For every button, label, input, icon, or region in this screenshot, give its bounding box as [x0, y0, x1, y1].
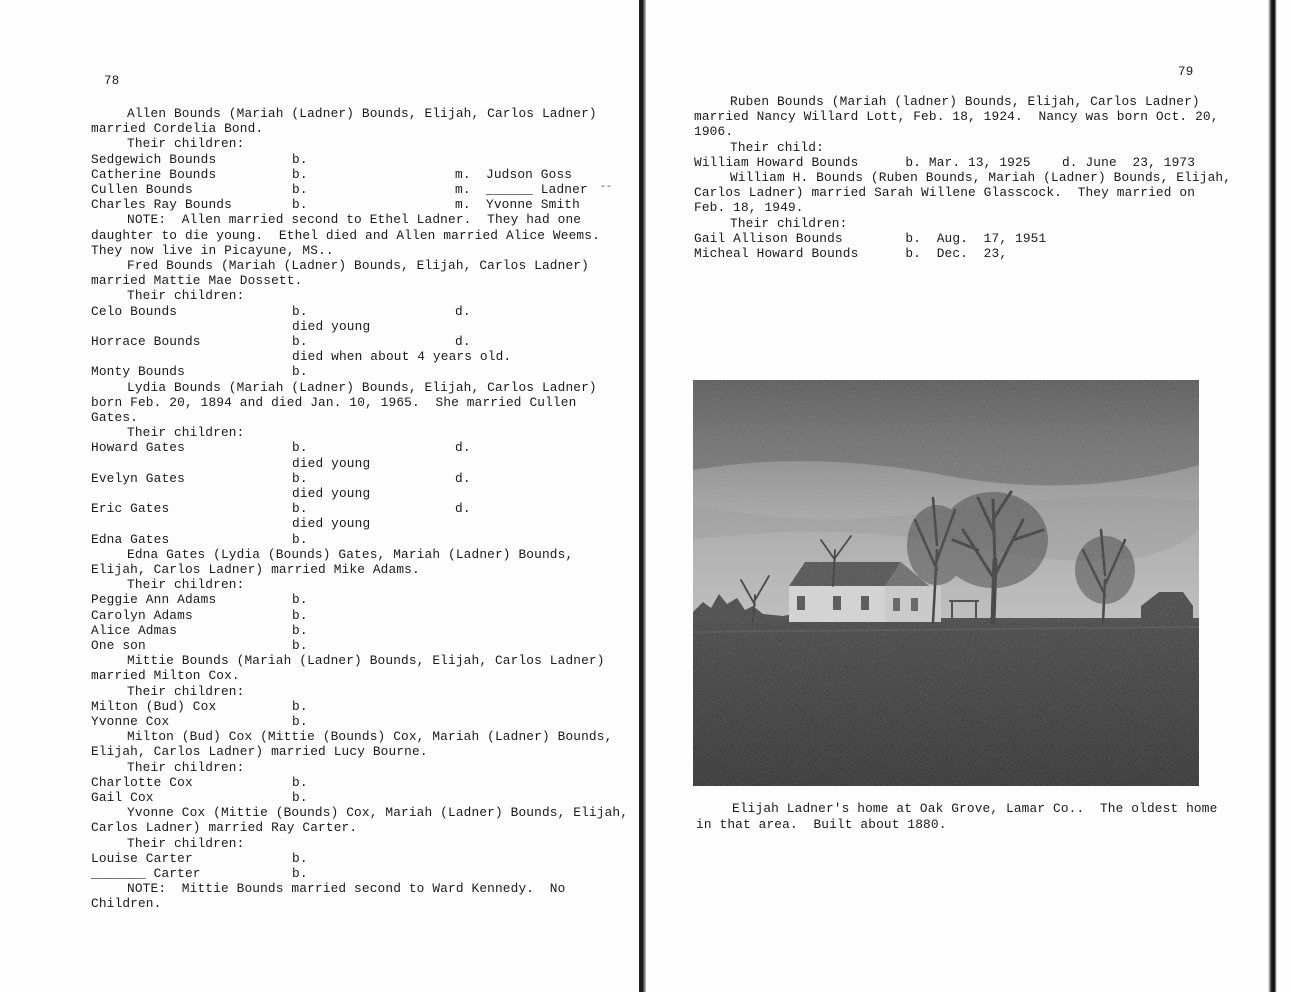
death-or-marriage: d.	[455, 303, 471, 319]
death-or-marriage: d.	[455, 440, 471, 456]
text-line: NOTE: Mittie Bounds married second to Ward Kennedy. No	[127, 881, 566, 897]
right-page-edge	[1268, 0, 1277, 992]
text-line: married Cordelia Bond.	[91, 121, 264, 137]
text-line: Micheal Howard Bounds b. Dec. 23,	[694, 246, 1008, 261]
child-name: Catherine Bounds	[91, 166, 217, 182]
birth-or-note: b.	[292, 866, 308, 881]
birth-or-note: b.	[292, 714, 308, 729]
birth-or-note: b.	[292, 638, 308, 653]
text-line: Allen Bounds (Mariah (Ladner) Bounds, Elijah, Carlos Ladner)	[127, 106, 597, 121]
birth-or-note: b.	[292, 531, 308, 547]
death-or-marriage: m.	[455, 166, 471, 182]
text-line: Carlos Ladner) married Sarah Willene Glasscock. They married on	[694, 185, 1196, 201]
birth-or-note: b.	[292, 698, 308, 714]
stray-mark: --	[600, 182, 613, 193]
text-line: NOTE: Allen married second to Ethel Ladner. They had one	[127, 212, 582, 228]
child-name: Charlotte Cox	[91, 774, 193, 790]
page-number-left: 78	[104, 74, 120, 88]
page-number-right: 79	[1178, 65, 1194, 79]
text-line: Gail Allison Bounds b. Aug. 17, 1951	[694, 230, 1047, 246]
child-name: Cullen Bounds	[91, 182, 193, 197]
text-line: William Howard Bounds b. Mar. 13, 1925 d. June 23, 1973	[694, 154, 1196, 170]
child-name: Monty Bounds	[91, 364, 185, 380]
child-name: Milton (Bud) Cox	[91, 698, 217, 714]
text-line: in that area. Built about 1880.	[696, 817, 947, 832]
child-name: Edna Gates	[91, 531, 170, 547]
text-line: Fred Bounds (Mariah (Ladner) Bounds, Elijah, Carlos Ladner)	[127, 258, 589, 273]
text-line: Yvonne Cox (Mittie (Bounds) Cox, Mariah (Ladner) Bounds, Elijah,	[127, 805, 629, 821]
book-spine	[639, 0, 646, 992]
death-or-marriage: d.	[455, 334, 471, 349]
text-line: married Mattie Mae Dossett.	[91, 273, 303, 289]
birth-or-note: b.	[292, 151, 308, 167]
text-line: Ruben Bounds (Mariah (ladner) Bounds, Elijah, Carlos Ladner)	[730, 94, 1200, 109]
death-or-marriage: d.	[455, 501, 471, 517]
text-line: born Feb. 20, 1894 and died Jan. 10, 1965. She married Cullen	[91, 394, 577, 410]
text-line: Their children:	[127, 425, 245, 441]
birth-or-note: b.	[292, 774, 308, 790]
child-name: Horrace Bounds	[91, 334, 201, 349]
death-or-marriage: d.	[455, 470, 471, 486]
text-line: They now live in Picayune, MS..	[91, 242, 334, 258]
birth-or-note: b.	[292, 470, 308, 486]
text-line: Lydia Bounds (Mariah (Ladner) Bounds, Elijah, Carlos Ladner)	[127, 379, 597, 395]
birth-or-note: died young	[292, 455, 371, 471]
death-or-marriage: m.	[455, 197, 471, 213]
death-or-marriage: m.	[455, 182, 471, 197]
birth-or-note: b.	[292, 622, 308, 638]
birth-or-note: b.	[292, 440, 308, 456]
child-name: Louise Carter	[91, 850, 193, 866]
text-line: Milton (Bud) Cox (Mittie (Bounds) Cox, Mariah (Ladner) Bounds,	[127, 729, 613, 745]
birth-or-note: b.	[292, 850, 308, 866]
text-line: Their children:	[127, 288, 245, 304]
child-name: Howard Gates	[91, 440, 185, 456]
birth-or-note: b.	[292, 592, 308, 608]
child-name: Carolyn Adams	[91, 607, 193, 623]
birth-or-note: died young	[292, 516, 371, 532]
child-name: Sedgewich Bounds	[91, 151, 217, 167]
text-line: daughter to die young. Ethel died and Allen married Alice Weems.	[91, 227, 600, 243]
text-line: Their child:	[730, 139, 824, 155]
text-line: Elijah, Carlos Ladner) married Lucy Bourne.	[91, 744, 428, 760]
birth-or-note: died when about 4 years old.	[292, 349, 512, 365]
birth-or-note: b.	[292, 166, 308, 182]
spouse-name: Judson Goss	[486, 166, 573, 182]
birth-or-note: died young	[292, 318, 371, 334]
text-line: married Milton Cox.	[91, 668, 240, 684]
text-line: Gates.	[91, 410, 138, 425]
child-name: Gail Cox	[91, 790, 154, 805]
text-line: Their children:	[127, 683, 245, 699]
text-line: Their children:	[127, 835, 245, 851]
spouse-name: ______ Ladner	[486, 182, 588, 197]
child-name: Eric Gates	[91, 501, 170, 517]
birth-or-note: b.	[292, 334, 308, 349]
text-line: Their children:	[730, 215, 848, 231]
birth-or-note: b.	[292, 197, 308, 213]
text-line: 1906.	[694, 124, 734, 140]
text-line: Elijah, Carlos Ladner) married Mike Adams.	[91, 562, 420, 577]
birth-or-note: died young	[292, 486, 371, 501]
text-line: Elijah Ladner's home at Oak Grove, Lamar Co.. The oldest home	[732, 801, 1218, 816]
birth-or-note: b.	[292, 364, 308, 380]
birth-or-note: b.	[292, 501, 308, 517]
birth-or-note: b.	[292, 607, 308, 623]
child-name: Peggie Ann Adams	[91, 592, 217, 608]
text-line: Edna Gates (Lydia (Bounds) Gates, Mariah (Ladner) Bounds,	[127, 546, 574, 562]
left-page	[0, 0, 640, 992]
right-page	[600, 0, 1290, 992]
child-name: Alice Admas	[91, 622, 178, 638]
text-line: Their children:	[127, 136, 245, 152]
birth-or-note: b.	[292, 790, 308, 805]
child-name: Charles Ray Bounds	[91, 197, 232, 213]
text-line: Children.	[91, 896, 162, 912]
child-name: _______ Carter	[91, 866, 201, 881]
child-name: One son	[91, 638, 146, 653]
text-line: Their children:	[127, 759, 245, 775]
child-name: Celo Bounds	[91, 303, 178, 319]
house-photograph	[693, 380, 1199, 786]
text-line: Mittie Bounds (Mariah (Ladner) Bounds, Elijah, Carlos Ladner)	[127, 653, 605, 669]
child-name: Evelyn Gates	[91, 470, 185, 486]
text-line: Feb. 18, 1949.	[694, 200, 804, 216]
birth-or-note: b.	[292, 303, 308, 319]
child-name: Yvonne Cox	[91, 714, 170, 729]
text-line: Carlos Ladner) married Ray Carter.	[91, 820, 358, 836]
birth-or-note: b.	[292, 182, 308, 197]
spouse-name: Yvonne Smith	[486, 197, 580, 213]
text-line: William H. Bounds (Ruben Bounds, Mariah (Ladner) Bounds, Elijah,	[730, 170, 1232, 185]
text-line: married Nancy Willard Lott, Feb. 18, 1924. Nancy was born Oct. 20,	[694, 109, 1219, 125]
text-line: Their children:	[127, 577, 245, 593]
